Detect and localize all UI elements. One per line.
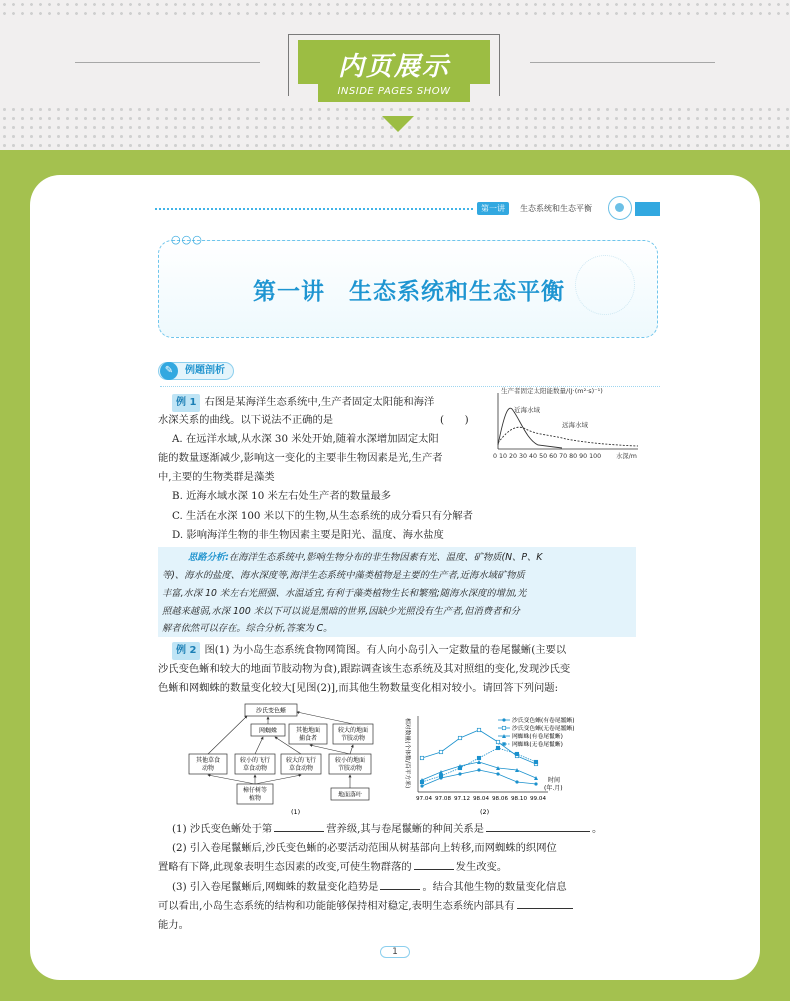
q2-blank[interactable] [414, 869, 454, 870]
chapter-title: 第一讲 生态系统和生态平衡 [253, 278, 565, 305]
analysis-line4: 照越来越弱,水深 100 米以下可以说是黑暗的世界,因缺少光照没有生产者,但消费者和分 [162, 606, 520, 617]
series-point [439, 774, 442, 777]
ex1-chart-xticks: 0 10 20 30 40 50 60 70 80 90 100 [493, 453, 602, 460]
svg-text:网蜘蛛(无卷尾鬣蜥): 网蜘蛛(无卷尾鬣蜥) [512, 742, 563, 748]
series-point [534, 776, 538, 780]
ex1-chart-far-label: 远海水域 [562, 421, 588, 429]
ex1-depth-chart [492, 385, 642, 465]
svg-text:草食动物: 草食动物 [288, 765, 314, 772]
svg-text:动物: 动物 [201, 765, 215, 772]
line-chart-caption: (2) [480, 808, 490, 816]
svg-text:沙氏变色蜥: 沙氏变色蜥 [255, 707, 287, 715]
svg-text:其他地面: 其他地面 [295, 727, 321, 734]
question-2-line2: 置略有下降,此现象表明生态因素的改变,可使生物群落的 发生改变。 [158, 861, 508, 873]
question-3-line1: (3) 引入卷尾鬣蜥后,网蜘蛛的数量变化趋势是 。结合其他生物的数量变化信息 [172, 881, 567, 893]
header-subtitle: INSIDE PAGES SHOW [337, 86, 451, 97]
legend-item-3 [498, 732, 563, 740]
line-chart-legend [498, 716, 575, 748]
food-web-arrows [208, 712, 353, 788]
svg-text:节肢动物: 节肢动物 [337, 765, 363, 772]
svg-text:樟仔树等: 樟仔树等 [242, 787, 268, 794]
svg-text:较小的地面: 较小的地面 [334, 757, 366, 764]
xtick-label: 97.04 [416, 796, 433, 802]
question-3-line3: 能力。 [158, 919, 189, 931]
legend-item-4 [498, 740, 563, 748]
header-rule-left [75, 62, 260, 63]
header-title: 内页展示 [337, 52, 450, 82]
food-web-node-2 [251, 724, 285, 736]
analysis-line3: 丰富,水深 10 米左右光照强、水温适宜,有利于藻类植物生长和繁殖;随海水深度的增加,光 [162, 588, 527, 599]
xtick-label: 98.10 [511, 796, 528, 802]
svg-text:网蜘蛛: 网蜘蛛 [258, 727, 278, 735]
analysis-line2: 等)、海水的盐度、海水深度等,海洋生态系统中藻类植物是主要的生产者,近海水域矿物质 [162, 570, 525, 581]
question-2-line1: (2) 引入卷尾鬣蜥后,沙氏变色蜥的必要活动范围从树基部向上转移,而网蜘蛛的织网位 [172, 842, 557, 854]
svg-text:沙氏变色蜥(无卷尾鬣蜥): 沙氏变色蜥(无卷尾鬣蜥) [512, 726, 575, 732]
series-point [477, 768, 480, 771]
line-chart-xlabel-1: 时间 [548, 777, 561, 784]
series-point [534, 760, 537, 763]
ex1-option-b: B. 近海水域水深 10 米左右处生产者的数量最多 [172, 490, 392, 502]
ex1-answer-blank: ( ) [440, 414, 469, 426]
series-point [515, 752, 518, 755]
xtick-label: 99.04 [530, 796, 547, 802]
series-point [458, 772, 461, 775]
series-point [534, 782, 537, 785]
logo-icon [608, 196, 632, 220]
header-notch-arrow [382, 116, 414, 132]
ex2-line2: 沙氏变色蜥和较大的地面节肢动物为食),跟踪调查该生态系统及其对照组的变化,发现沙氏变 [158, 663, 571, 675]
series-point [477, 756, 480, 759]
ex1-option-a-line1: A. 在远洋水域,从水深 30 米处开始,随着水深增加固定太阳 [172, 433, 439, 445]
svg-text:节肢动物: 节肢动物 [340, 735, 366, 742]
analysis-line1: 思路分析:在海洋生态系统中,影响生物分布的非生物因素有光、温度、矿物质(N、P、K [188, 552, 543, 563]
series-point [496, 746, 499, 749]
ex1-option-d: D. 影响海洋生物的非生物因素主要是阳光、温度、海水盐度 [172, 529, 444, 541]
ex1-tag: 例 1 [172, 394, 200, 412]
svg-text:其他草食: 其他草食 [195, 757, 221, 764]
population-line-chart [398, 708, 628, 820]
chapter-title-box [158, 233, 658, 338]
svg-text:较大的地面: 较大的地面 [337, 727, 369, 734]
svg-text:捕食者: 捕食者 [298, 735, 318, 742]
line-chart-ylabel: 相对数量(个体数/百平方米) [404, 718, 410, 789]
food-web-node-10 [331, 788, 369, 800]
ex1-option-c: C. 生活在水深 100 米以下的生物,从生态系统的成分看只有分解者 [172, 510, 473, 522]
xtick-label: 98.04 [473, 796, 490, 802]
ex1-option-a-line2: 能的数量逐渐减少,影响这一变化的主要非生物因素是光,生产者 [158, 452, 443, 464]
ex1-chart-ylabel: 生产者固定太阳能数量/(J·(m²·s)⁻¹) [501, 387, 603, 395]
ex1-chart-near-label: 近海水域 [514, 406, 540, 414]
notebook-icon: ✎ [160, 362, 178, 380]
ex1-chart-near-curve [498, 408, 562, 448]
svg-text:网蜘蛛(有卷尾鬣蜥): 网蜘蛛(有卷尾鬣蜥) [512, 734, 563, 740]
analysis-line5: 解者依然可以存在。综合分析,答案为 C。 [162, 623, 333, 634]
chapter-dots-icon: ○○○ [171, 233, 203, 246]
q3-blank-1[interactable] [380, 889, 420, 890]
food-web-node-6 [235, 754, 275, 774]
food-web-node-5 [189, 754, 227, 774]
food-web-node-3 [289, 724, 327, 744]
running-head-title: 生态系统和生态平衡 [520, 204, 592, 213]
food-web-node-9 [237, 784, 273, 804]
header-rule-right [530, 62, 715, 63]
xtick-label: 97.12 [454, 796, 471, 802]
food-web-caption: (1) [291, 808, 301, 816]
ex1-option-a-line3: 中,主要的生物类群是藻类 [158, 471, 275, 483]
svg-text:草食动物: 草食动物 [242, 765, 268, 772]
svg-text:地面落叶: 地面落叶 [337, 791, 363, 799]
q1-blank-1[interactable] [274, 831, 324, 832]
food-web-diagram [185, 702, 385, 817]
series-point [420, 756, 423, 759]
food-web-node-1 [245, 704, 297, 716]
ex2-line3: 色蜥和网蜘蛛的数量变化较大[见图(2)],而其他生物数量变化相对较小。请回答下列问题: [158, 682, 559, 694]
series-point [515, 780, 518, 783]
question-3-line2: 可以看出,小岛生态系统的结构和功能能够保持相对稳定,表明生态系统内部具有 [158, 897, 575, 915]
food-web-node-7 [281, 754, 321, 774]
ex1-chart-xlabel: 水深/m [616, 453, 637, 460]
series-point [496, 740, 499, 743]
question-1: (1) 沙氏变色蜥处于第 营养级,其与卷尾鬣蜥的种间关系是 。 [172, 823, 603, 835]
line-chart-xticks [416, 796, 546, 802]
series-point [496, 772, 499, 775]
svg-text:植物: 植物 [248, 795, 262, 802]
q1-blank-2[interactable] [486, 831, 590, 832]
svg-text:沙氏变色蜥(有卷尾鬣蜥): 沙氏变色蜥(有卷尾鬣蜥) [512, 718, 575, 724]
series-point [458, 736, 461, 739]
series-point [439, 770, 443, 774]
ex2-tag: 例 2 [172, 642, 200, 660]
section-tag: 例题剖析 [158, 362, 234, 380]
series-point [458, 766, 461, 769]
legend-item-1 [498, 716, 575, 724]
q3-blank-2[interactable] [517, 908, 573, 909]
series-point [420, 784, 423, 787]
series-point [439, 750, 442, 753]
analysis-label: 思路分析: [188, 552, 229, 563]
series-point [420, 780, 423, 783]
running-head-dotted-line [155, 208, 473, 210]
ex1-chart-far-curve [498, 427, 638, 446]
running-head-chip: 第一讲 [477, 202, 509, 215]
running-head-bar [635, 202, 660, 216]
svg-text:较大的飞行: 较大的飞行 [285, 757, 317, 764]
running-head [155, 202, 660, 216]
food-web-node-8 [329, 754, 371, 774]
line-chart-xlabel-2: (年.月) [544, 785, 563, 792]
dot-pattern-top [0, 0, 790, 20]
analysis-box [158, 547, 636, 637]
series-point [477, 728, 480, 731]
ex2-line1: 例 2 图(1) 为小岛生态系统食物网简图。有人向小岛引入一定数量的卷尾鬣蜥(主要以 [172, 641, 566, 660]
xtick-label: 97.08 [435, 796, 452, 802]
page-number: 1 [392, 947, 398, 957]
ex1-line1: 例 1 右图是某海洋生态系统中,生产者固定太阳能和海洋 [172, 393, 434, 412]
ex1-line2: 水深关系的曲线。以下说法不正确的是 [158, 414, 334, 426]
food-web-node-4 [333, 724, 373, 744]
legend-item-2 [498, 724, 575, 732]
svg-text:较小的飞行: 较小的飞行 [239, 757, 271, 764]
xtick-label: 98.06 [492, 796, 509, 802]
